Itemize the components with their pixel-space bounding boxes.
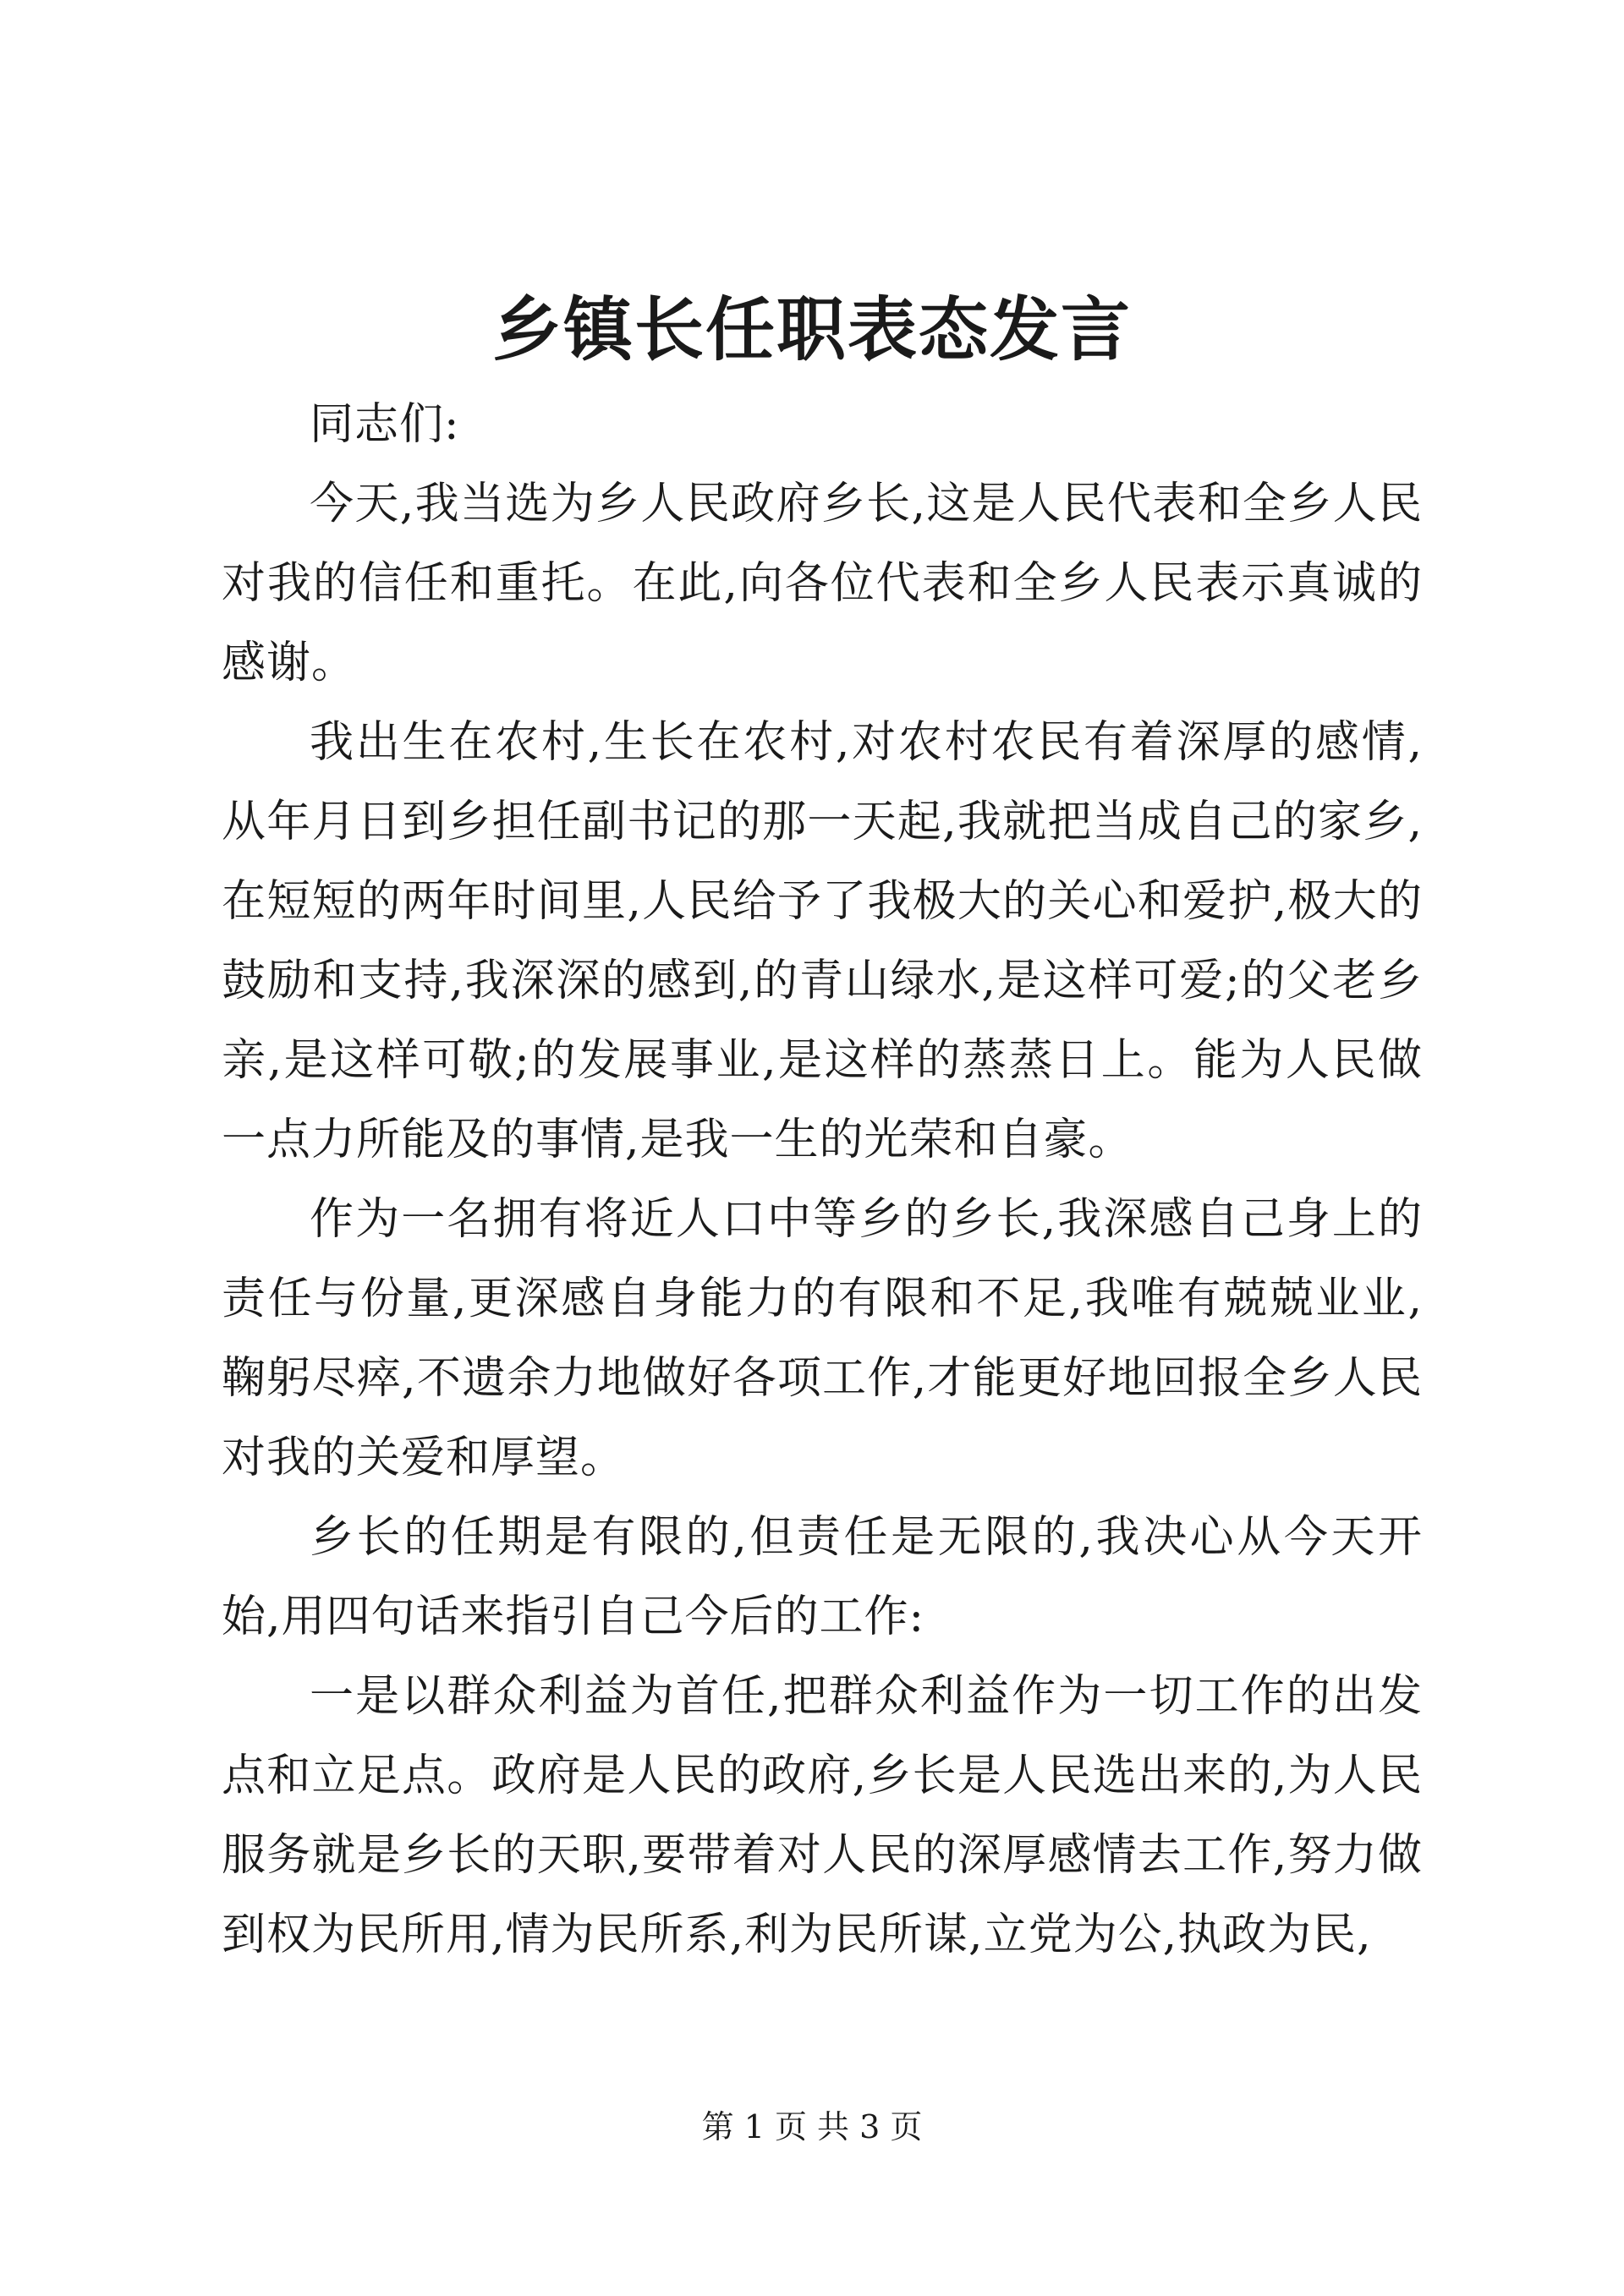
paragraph-5: 一是以群众利益为首任,把群众利益作为一切工作的出发点和立足点。政府是人民的政府,乡长是人民选出来的,为人民服务就是乡长的天职,要带着对人民的深厚感情去工作,努力做到权为民所用,情为民所系,利为民所谋,立党为公,执政为民, bbox=[222, 1671, 1423, 1960]
paragraph-3: 作为一名拥有将近人口中等乡的乡长,我深感自己身上的责任与份量,更深感自身能力的有限和不足,我唯有兢兢业业,鞠躬尽瘁,不遗余力地做好各项工作,才能更好地回报全乡人民对我的关爱和厚望。 bbox=[222, 1194, 1423, 1483]
salutation: 同志们: bbox=[310, 399, 460, 450]
page-number-footer: 第 1 页 共 3 页 bbox=[701, 2108, 923, 2145]
document-body bbox=[222, 385, 1423, 1975]
paragraph-1: 今天,我当选为乡人民政府乡长,这是人民代表和全乡人民对我的信任和重托。在此,向各位代表和全乡人民表示真诚的感谢。 bbox=[222, 479, 1423, 688]
paragraph-4: 乡长的任期是有限的,但责任是无限的,我决心从今天开始,用四句话来指引自己今后的工作: bbox=[222, 1512, 1423, 1642]
document-title: 乡镇长任职表态发言 bbox=[491, 289, 1132, 370]
paragraph-2: 我出生在农村,生长在农村,对农村农民有着深厚的感情,从年月日到乡担任副书记的那一天起,我就把当成自己的家乡,在短短的两年时间里,人民给予了我极大的关心和爱护,极大的鼓励和支持,我深深的感到,的青山绿水,是这样可爱;的父老乡亲,是这样可敬;的发展事业,是这样的蒸蒸日上。能为人民做一点力所能及的事情,是我一生的光荣和自豪。 bbox=[222, 717, 1423, 1165]
